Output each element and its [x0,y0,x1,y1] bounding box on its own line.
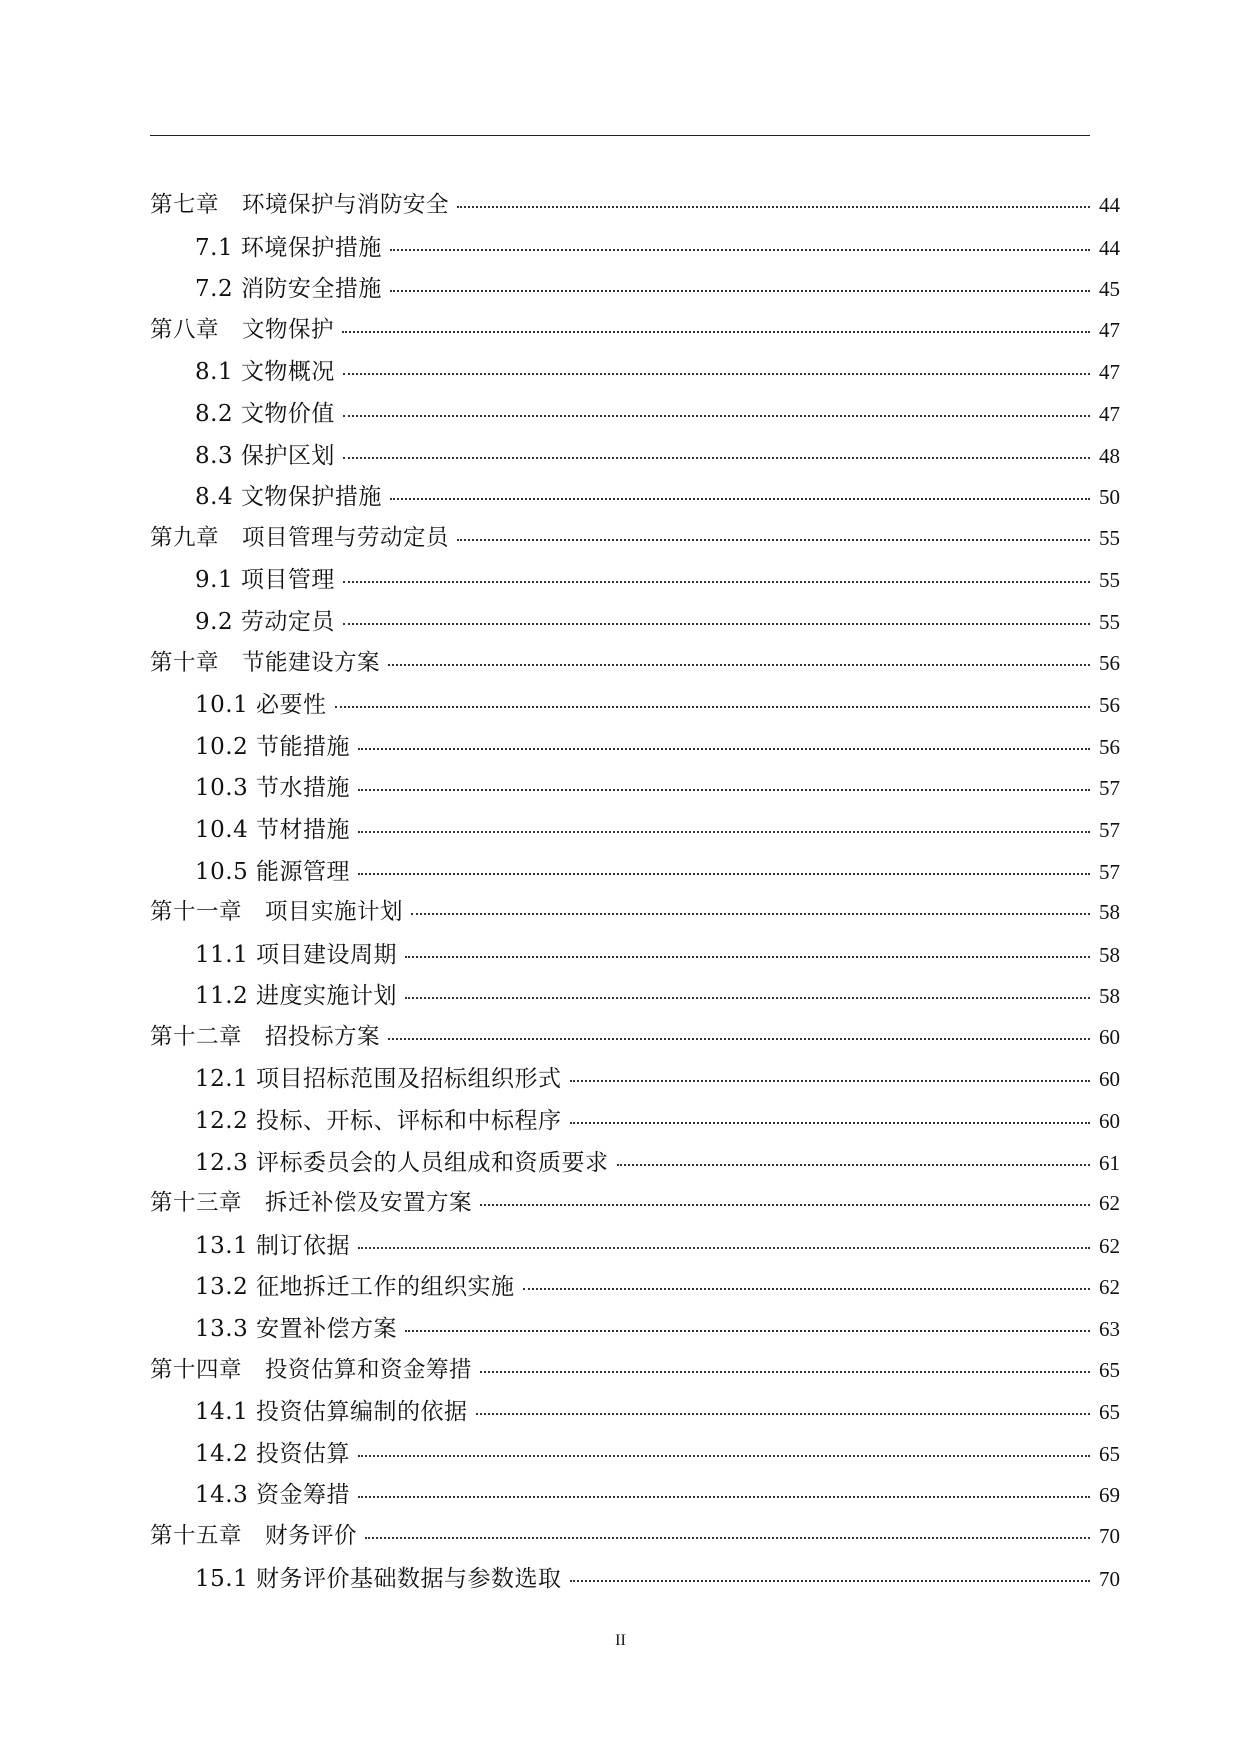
dot-leader [358,1496,1090,1498]
toc-entry-label: 7.1 环境保护措施 [195,234,382,261]
toc-entry-label: 9.1 项目管理 [195,567,335,594]
dot-leader [343,415,1090,417]
toc-entry-label: 10.3 节水措施 [195,775,351,802]
toc-entry-label: 10.1 必要性 [195,692,327,719]
toc-page-number: 47 [1099,317,1120,342]
toc-page-number: 60 [1099,1024,1120,1049]
toc-section-entry[interactable] [150,686,1120,728]
toc-section-entry[interactable] [150,811,1120,853]
dot-leader [358,873,1090,875]
toc-section-entry[interactable] [150,769,1120,811]
toc-page-number: 58 [1099,942,1120,967]
toc-section-entry[interactable] [150,395,1120,437]
toc-page-number: 62 [1099,1275,1120,1300]
dot-leader [405,1330,1090,1332]
toc-page-number: 61 [1099,1150,1120,1175]
toc-entry-label: 14.3 资金筹措 [195,1482,351,1509]
toc-entry-label: 12.2 投标、开标、评标和中标程序 [195,1108,562,1135]
dot-leader [523,1288,1090,1290]
toc-page-number: 69 [1099,1483,1120,1508]
toc-page-number: 63 [1099,1317,1120,1342]
dot-leader [343,581,1090,583]
toc-page-number: 56 [1099,693,1120,718]
dot-leader [480,1204,1090,1206]
toc-page-number: 62 [1099,1233,1120,1258]
toc-page-number: 60 [1099,1067,1120,1092]
toc-section-entry[interactable] [150,853,1120,895]
dot-leader [457,539,1090,541]
toc-page-number: 57 [1099,859,1120,884]
dot-leader [476,1413,1090,1415]
toc-entry-label: 11.2 进度实施计划 [195,983,398,1010]
toc-entry-label: 13.3 安置补偿方案 [195,1316,398,1343]
toc-section-entry[interactable] [150,1310,1120,1352]
toc-page-number: 50 [1099,485,1120,510]
toc-chapter-entry[interactable] [150,1518,1120,1560]
toc-section-entry[interactable] [150,1144,1120,1186]
toc-page-number: 44 [1099,193,1120,217]
footer-page-number: II [615,1632,626,1649]
toc-entry-label: 14.1 投资估算编制的依据 [195,1399,468,1426]
toc-section-entry[interactable] [150,353,1120,395]
dot-leader [480,1371,1090,1373]
toc-entry-label: 第十一章 项目实施计划 [150,899,404,926]
toc-entry-label: 第九章 项目管理与劳动定员 [150,524,450,551]
dot-leader [405,956,1090,958]
toc-section-entry[interactable] [150,270,1120,312]
toc-entry-label: 第十五章 财务评价 [150,1523,358,1549]
dot-leader [343,623,1090,625]
dot-leader [390,290,1090,292]
toc-entry-label: 第八章 文物保护 [150,316,335,343]
toc-entry-label: 12.1 项目招标范围及招标组织形式 [195,1066,562,1093]
dot-leader [358,1247,1090,1249]
toc-entry-label: 10.4 节材措施 [195,816,351,843]
toc-page-number: 70 [1099,1566,1120,1591]
toc-section-entry[interactable] [150,603,1120,645]
toc-entry-label: 第十四章 投资估算和资金筹措 [150,1356,473,1383]
toc-entry-label: 7.2 消防安全措施 [195,276,382,303]
toc-entry-label: 13.2 征地拆迁工作的组织实施 [195,1274,515,1301]
toc-section-entry[interactable] [150,561,1120,603]
dot-leader [358,831,1090,833]
toc-page-number: 55 [1099,525,1120,550]
toc-chapter-entry[interactable] [150,520,1120,562]
dot-leader [342,331,1090,333]
dot-leader [570,1122,1090,1124]
toc-page-number: 58 [1099,984,1120,1009]
toc-chapter-entry[interactable] [150,894,1120,936]
dot-leader [457,206,1090,208]
toc-section-entry[interactable] [150,936,1120,978]
toc-entry-label: 第七章 环境保护与消防安全 [150,192,450,218]
dot-leader [358,1455,1090,1457]
header-rule [150,135,1090,136]
toc-entry-label: 8.3 保护区划 [195,442,335,469]
toc-page-number: 65 [1099,1441,1120,1466]
toc-page-number: 47 [1099,360,1120,385]
dot-leader [365,1537,1090,1539]
toc-page-number: 55 [1099,609,1120,634]
toc-section-entry[interactable] [150,728,1120,770]
dot-leader [358,789,1090,791]
toc-section-entry[interactable] [150,478,1120,520]
dot-leader [388,664,1090,666]
toc-chapter-entry[interactable] [150,187,1120,229]
toc-entry-label: 9.2 劳动定员 [195,608,335,635]
toc-chapter-entry[interactable] [150,1185,1120,1227]
dot-leader [390,249,1090,251]
toc-page-number: 60 [1099,1109,1120,1134]
toc-page-number: 62 [1099,1191,1120,1216]
toc-chapter-entry[interactable] [150,1352,1120,1394]
toc-chapter-entry[interactable] [150,645,1120,687]
dot-leader [570,1580,1090,1582]
dot-leader [343,457,1090,459]
toc-page-number: 56 [1099,734,1120,759]
toc-entry-label: 10.2 节能措施 [195,733,351,760]
dot-leader [390,498,1090,500]
toc-entry-label: 14.2 投资估算 [195,1440,351,1467]
toc-section-entry[interactable] [150,977,1120,1019]
toc-page-number: 70 [1099,1524,1120,1548]
toc-entry-label: 10.5 能源管理 [195,858,351,885]
toc-section-entry[interactable] [150,437,1120,479]
toc-page-number: 65 [1099,1400,1120,1425]
toc-entry-label: 15.1 财务评价基础数据与参数选取 [195,1565,562,1592]
toc-entry-label: 第十章 节能建设方案 [150,649,381,676]
toc-section-entry[interactable] [150,1560,1120,1602]
toc-entry-label: 13.1 制订依据 [195,1232,351,1259]
toc-page-number: 56 [1099,650,1120,675]
dot-leader [570,1080,1090,1082]
toc-page-number: 65 [1099,1357,1120,1382]
toc-page-number: 58 [1099,900,1120,925]
toc-section-entry[interactable] [150,1227,1120,1269]
dot-leader [617,1164,1090,1166]
toc-section-entry[interactable] [150,1476,1120,1518]
toc-entry-label: 8.1 文物概况 [195,359,335,386]
toc-page-number: 45 [1099,277,1120,302]
dot-leader [388,1038,1090,1040]
toc-page-number: 57 [1099,817,1120,842]
toc-page-number: 55 [1099,568,1120,593]
toc-chapter-entry[interactable] [150,312,1120,354]
toc-section-entry[interactable] [150,1060,1120,1102]
table-of-contents [150,187,1120,1601]
toc-page-number: 47 [1099,401,1120,426]
toc-entry-label: 12.3 评标委员会的人员组成和资质要求 [195,1149,609,1176]
toc-chapter-entry[interactable] [150,1019,1120,1061]
toc-section-entry[interactable] [150,1102,1120,1144]
toc-entry-label: 11.1 项目建设周期 [195,941,398,968]
toc-entry-label: 第十二章 招投标方案 [150,1023,381,1050]
dot-leader [343,373,1090,375]
toc-section-entry[interactable] [150,1435,1120,1477]
toc-entry-label: 第十三章 拆迁补偿及安置方案 [150,1190,473,1217]
toc-section-entry[interactable] [150,1393,1120,1435]
toc-entry-label: 8.2 文物价值 [195,400,335,427]
dot-leader [358,748,1090,750]
dot-leader [411,913,1090,915]
toc-entry-label: 8.4 文物保护措施 [195,484,382,511]
toc-page-number: 48 [1099,443,1120,468]
dot-leader [405,997,1090,999]
toc-page-number: 57 [1099,776,1120,801]
toc-page-number: 44 [1099,235,1120,260]
dot-leader [335,706,1090,708]
toc-section-entry[interactable] [150,1268,1120,1310]
toc-section-entry[interactable] [150,229,1120,271]
